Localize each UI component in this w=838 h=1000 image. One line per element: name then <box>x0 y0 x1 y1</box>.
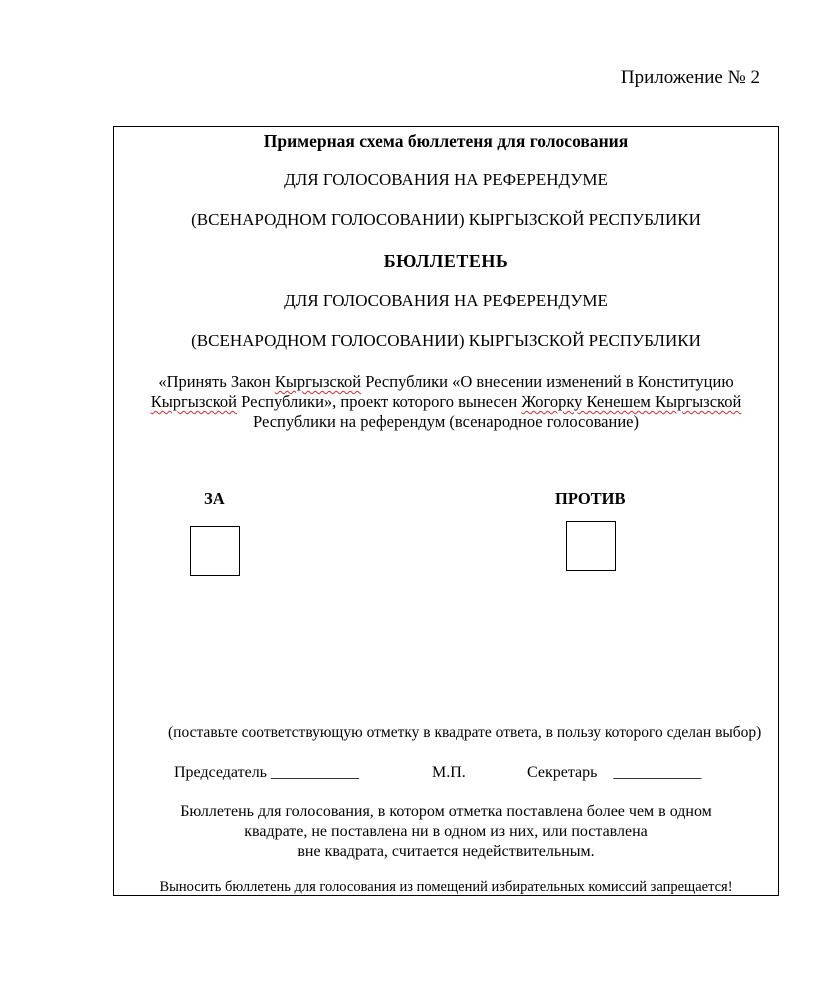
removal-warning: Выносить бюллетень для голосования из помещений избирательных комиссий запрещается! <box>159 879 733 895</box>
ballot-title: БЮЛЛЕТЕНЬ <box>383 251 509 271</box>
appendix-label: Приложение № 2 <box>620 67 760 88</box>
marking-instruction: (поставьте соответствующую отметку в квадрате ответа, в пользу которого сделан выбор) <box>168 724 762 741</box>
secretary-signature: Секретарь ___________ <box>527 764 702 781</box>
subheader-line-2: (ВСЕНАРОДНОМ ГОЛОСОВАНИИ) КЫРГЫЗСКОЙ РЕСПУБЛИКИ <box>191 331 701 350</box>
question-part: Республики на референдум (всенародное голосование) <box>253 412 639 431</box>
scheme-title: Примерная схема бюллетеня для голосования <box>263 131 629 151</box>
spellcheck-word: Жогорку Кенешем Кыргызской <box>521 392 742 411</box>
referendum-question <box>128 372 764 432</box>
option-for-checkbox[interactable] <box>190 526 240 576</box>
header-line-2: (ВСЕНАРОДНОМ ГОЛОСОВАНИИ) КЫРГЫЗСКОЙ РЕСПУБЛИКИ <box>191 210 701 229</box>
invalid-notice-line: квадрате, не поставлена ни в одном из них, или поставлена <box>244 823 648 840</box>
question-part: Республики «О внесении изменений в Конституцию <box>361 372 734 391</box>
spellcheck-word: Кыргызской <box>274 372 362 391</box>
option-against-checkbox[interactable] <box>566 521 616 571</box>
spellcheck-word: Кыргызской <box>150 392 237 411</box>
option-for-label: ЗА <box>204 489 225 508</box>
invalid-notice-line: вне квадрата, считается недействительным. <box>297 843 595 860</box>
question-part: Республики», проект которого вынесен <box>237 392 522 411</box>
question-part: «Принять Закон <box>158 372 275 391</box>
invalid-ballot-notice <box>134 802 758 862</box>
ballot-frame <box>113 126 779 896</box>
stamp-place: М.П. <box>432 764 466 781</box>
subheader-line-1: ДЛЯ ГОЛОСОВАНИЯ НА РЕФЕРЕНДУМЕ <box>284 291 608 310</box>
option-against-label: ПРОТИВ <box>555 489 626 508</box>
chairman-signature: Председатель ___________ <box>174 764 359 781</box>
header-line-1: ДЛЯ ГОЛОСОВАНИЯ НА РЕФЕРЕНДУМЕ <box>284 170 608 189</box>
invalid-notice-line: Бюллетень для голосования, в котором отметка поставлена более чем в одном <box>180 803 712 820</box>
